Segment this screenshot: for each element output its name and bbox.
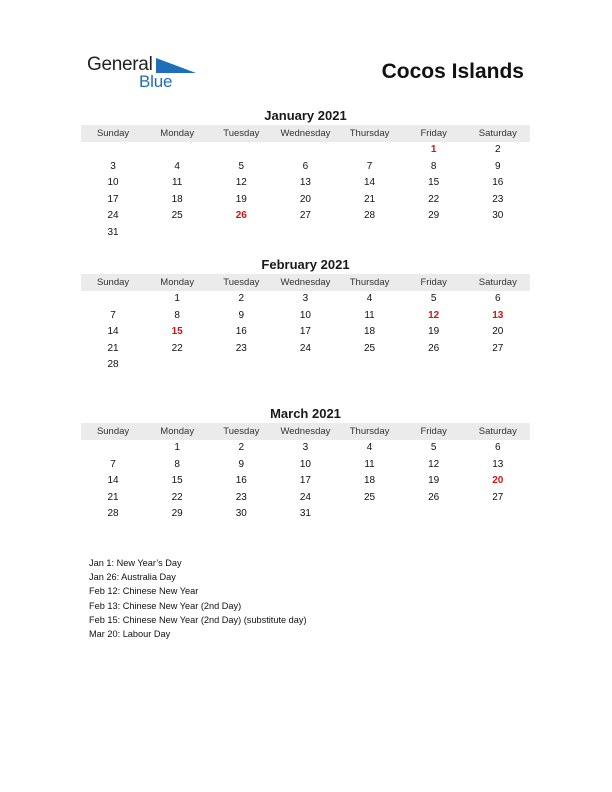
day-cell: 8	[430, 160, 437, 172]
day-cell	[338, 357, 402, 374]
day-cell	[209, 142, 273, 159]
day-cell: 28	[107, 359, 119, 371]
week-row	[81, 490, 530, 507]
day-cell: 30	[492, 210, 504, 222]
weekday-header-row	[81, 423, 530, 440]
day-cell	[145, 142, 209, 159]
day-cell: 23	[235, 342, 247, 354]
day-cell: 8	[174, 458, 180, 470]
day-cell: 9	[238, 458, 245, 470]
holiday-list	[89, 556, 307, 641]
day-cell: 13	[299, 177, 311, 189]
month-title: February 2021	[261, 257, 350, 272]
weekday-header-row	[81, 274, 530, 291]
day-cell: 17	[299, 475, 311, 487]
holiday-list-item: Feb 15: Chinese New Year (2nd Day) (substitute day)	[89, 614, 307, 625]
week-row	[81, 291, 530, 308]
week-row	[81, 225, 530, 242]
weekday-label: Monday	[160, 277, 195, 288]
weekday-label: Tuesday	[223, 128, 260, 139]
day-cell: 9	[495, 160, 501, 172]
weekday-label: Wednesday	[280, 277, 331, 288]
day-cell: 4	[366, 293, 373, 304]
day-cell	[273, 357, 337, 374]
day-cell: 10	[107, 177, 119, 189]
day-cell: 20	[299, 193, 311, 205]
day-cell	[81, 142, 145, 159]
day-cell	[209, 357, 273, 374]
day-cell	[338, 142, 402, 159]
day-cell: 29	[171, 508, 183, 520]
day-cell: 7	[110, 458, 116, 470]
holiday-day-cell: 15	[171, 326, 183, 338]
day-cell: 23	[235, 491, 247, 503]
day-cell: 11	[171, 177, 183, 189]
holiday-list-item: Feb 12: Chinese New Year	[89, 586, 199, 597]
day-cell: 22	[428, 193, 440, 205]
weekday-label: Monday	[160, 426, 195, 437]
weekday-label: Wednesday	[280, 128, 331, 139]
week-row	[81, 357, 530, 374]
holiday-day-cell: 26	[235, 210, 247, 222]
day-cell: 16	[235, 475, 247, 487]
weekday-label: Saturday	[478, 128, 517, 139]
holiday-list-item: Mar 20: Labour Day	[89, 629, 171, 640]
day-cell: 3	[302, 293, 309, 304]
holiday-day-cell: 20	[492, 475, 504, 487]
day-cell: 18	[364, 326, 376, 338]
day-cell: 13	[492, 458, 504, 470]
weekday-label: Saturday	[478, 426, 517, 437]
day-cell: 1	[174, 442, 180, 453]
day-cell: 26	[428, 342, 440, 354]
day-cell: 21	[107, 342, 119, 354]
day-cell: 15	[171, 475, 183, 487]
day-cell	[81, 440, 145, 457]
day-cell	[402, 225, 466, 242]
day-cell: 5	[430, 293, 437, 304]
weekday-label: Wednesday	[280, 426, 331, 437]
day-cell: 3	[302, 442, 309, 453]
day-cell	[145, 357, 209, 374]
day-cell	[273, 225, 337, 242]
day-cell: 20	[492, 326, 504, 338]
day-cell: 1	[174, 293, 180, 304]
day-cell: 26	[428, 491, 440, 503]
day-cell: 25	[171, 210, 183, 222]
day-cell: 6	[495, 293, 501, 304]
day-cell: 7	[366, 160, 373, 172]
day-cell: 6	[495, 442, 501, 453]
day-cell: 30	[235, 508, 247, 520]
holiday-day-cell: 1	[430, 144, 437, 155]
week-row	[81, 457, 530, 474]
month-calendar	[81, 404, 530, 523]
day-cell: 28	[364, 210, 376, 222]
day-cell: 14	[364, 177, 376, 189]
day-cell: 31	[107, 226, 119, 238]
day-cell: 19	[235, 193, 247, 205]
generalblue-logo	[87, 54, 197, 94]
day-cell: 24	[299, 491, 311, 503]
month-title: March 2021	[270, 406, 341, 421]
holiday-list-item: Jan 26: Australia Day	[89, 572, 176, 583]
week-row	[81, 506, 530, 523]
logo-text-blue: Blue	[139, 72, 173, 91]
day-cell	[402, 357, 466, 374]
day-cell: 25	[364, 491, 376, 503]
day-cell: 11	[364, 458, 375, 470]
day-cell	[209, 225, 273, 242]
day-cell: 24	[299, 342, 311, 354]
day-cell	[273, 142, 337, 159]
day-cell: 10	[299, 309, 311, 321]
weekday-label: Saturday	[478, 277, 517, 288]
day-cell: 25	[364, 342, 376, 354]
day-cell: 6	[302, 160, 309, 172]
day-cell	[81, 291, 145, 308]
weekday-label: Thursday	[349, 277, 390, 288]
day-cell: 22	[171, 342, 183, 354]
day-cell: 2	[238, 442, 245, 453]
weekday-label: Tuesday	[223, 426, 260, 437]
day-cell: 17	[107, 193, 119, 205]
month-calendar	[81, 255, 530, 374]
month-title: January 2021	[264, 108, 347, 123]
week-row	[81, 341, 530, 358]
weekday-label: Thursday	[349, 426, 390, 437]
day-cell: 18	[364, 475, 376, 487]
week-row	[81, 208, 530, 225]
day-cell	[338, 506, 402, 523]
day-cell: 2	[238, 293, 245, 304]
week-row	[81, 142, 530, 159]
day-cell: 15	[428, 177, 440, 189]
weekday-label: Sunday	[96, 426, 130, 437]
day-cell: 5	[430, 442, 437, 453]
week-row	[81, 175, 530, 192]
day-cell: 14	[107, 326, 119, 338]
day-cell: 16	[492, 177, 504, 189]
week-row	[81, 192, 530, 209]
weekday-header-row	[81, 125, 530, 142]
day-cell: 19	[428, 475, 440, 487]
day-cell: 29	[428, 210, 440, 222]
day-cell: 11	[364, 309, 375, 321]
day-cell: 14	[107, 475, 119, 487]
day-cell: 4	[366, 442, 373, 453]
day-cell: 2	[495, 144, 501, 155]
day-cell	[466, 506, 530, 523]
weekday-label: Friday	[420, 426, 447, 437]
day-cell: 19	[428, 326, 440, 338]
day-cell: 18	[171, 193, 183, 205]
day-cell	[402, 506, 466, 523]
day-cell: 28	[107, 508, 119, 520]
weekday-label: Sunday	[96, 128, 130, 139]
day-cell: 21	[364, 193, 376, 205]
country-title: Cocos Islands	[381, 60, 524, 83]
day-cell: 27	[299, 210, 311, 222]
day-cell	[466, 357, 530, 374]
weekday-label: Friday	[420, 128, 447, 139]
day-cell: 24	[107, 210, 119, 222]
weekday-label: Friday	[420, 277, 447, 288]
week-row	[81, 308, 530, 325]
week-row	[81, 440, 530, 457]
day-cell: 10	[299, 458, 311, 470]
day-cell: 12	[235, 177, 247, 189]
day-cell: 31	[299, 508, 311, 520]
day-cell: 9	[238, 309, 245, 321]
week-row	[81, 473, 530, 490]
day-cell: 7	[110, 309, 116, 321]
weekday-label: Sunday	[96, 277, 130, 288]
day-cell	[466, 225, 530, 242]
day-cell: 16	[235, 326, 247, 338]
day-cell: 12	[428, 458, 440, 470]
weekday-label: Tuesday	[223, 277, 260, 288]
day-cell: 3	[110, 160, 116, 172]
day-cell: 5	[238, 160, 245, 172]
holiday-list-item: Jan 1: New Year’s Day	[89, 558, 182, 568]
day-cell	[145, 225, 209, 242]
logo-text-general: General	[87, 54, 153, 75]
day-cell: 23	[492, 193, 504, 205]
holiday-day-cell: 13	[492, 309, 504, 321]
weekday-label: Monday	[160, 128, 195, 139]
week-row	[81, 324, 530, 341]
day-cell: 27	[492, 342, 504, 354]
month-calendar	[81, 106, 530, 242]
day-cell: 4	[174, 160, 180, 172]
day-cell: 22	[171, 491, 183, 503]
day-cell: 8	[174, 309, 180, 321]
holiday-day-cell: 12	[428, 309, 440, 321]
holiday-list-item: Feb 13: Chinese New Year (2nd Day)	[89, 600, 242, 611]
week-row	[81, 159, 530, 176]
weekday-label: Thursday	[349, 128, 390, 139]
day-cell: 17	[299, 326, 311, 338]
day-cell: 21	[107, 491, 119, 503]
day-cell: 27	[492, 491, 504, 503]
day-cell	[338, 225, 402, 242]
